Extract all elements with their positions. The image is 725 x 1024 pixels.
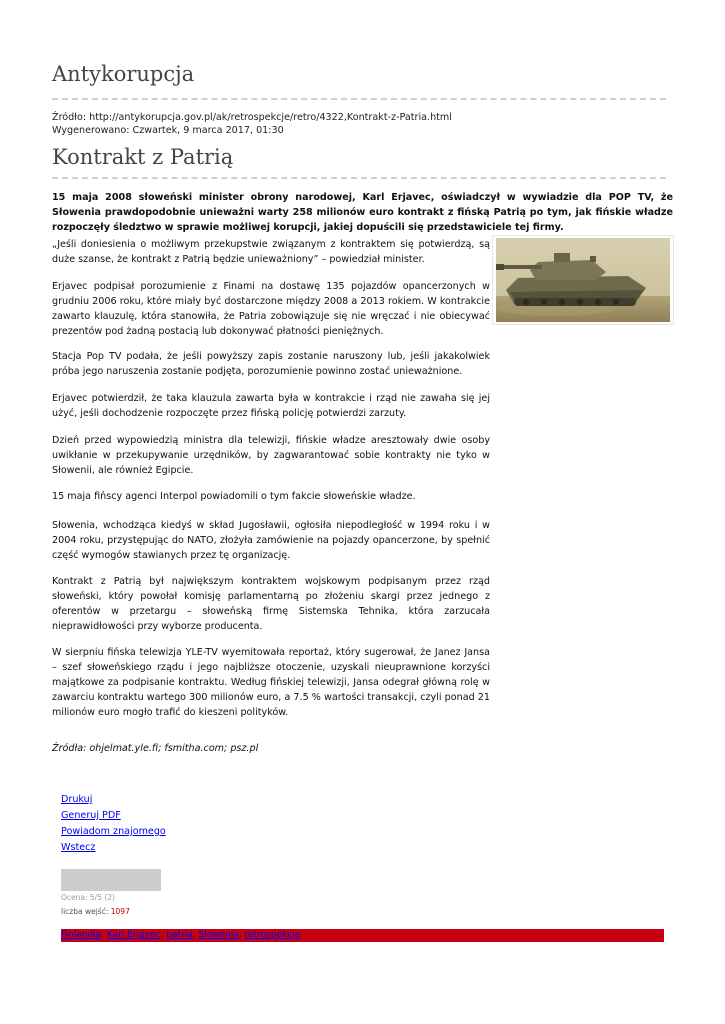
article-lead: 15 maja 2008 słoweński minister obrony narodowej, Karl Erjavec, oświadczył w wywiadzie dla POP TV, że Słowenia prawdopodobnie unieważni warty 258 milionów euro kontrakt z fińską Patrią po tym, jak fińskie władze rozpoczęły śledztwo w sprawie możliwej korupcji, jakiej dopuścili się przedstawiciele tej firmy. (52, 192, 673, 233)
tank-photo (492, 235, 674, 325)
tag-link[interactable]: retrospekcje (244, 930, 301, 940)
article-paragraph: Erjavec potwierdził, że taka klauzula zawarta była w kontrakcie i rząd nie zawaha się jej użyć, jeśli dochodzenie rozpoczęte przez fińską policję potwierdzi zarzuty. (52, 393, 490, 419)
rating-text: Ocena: 5/5 (2) (61, 893, 115, 902)
article-paragraph: Słowenia, wchodząca kiedyś w skład Jugosławii, ogłosiła niepodległość w 1994 roku i w 2004 roku, przystępując do NATO, złożyła zamówienie na pojazdy opancerzone, by spełnić część wymogów stawianych przez tę organizację. (52, 520, 490, 561)
back-link[interactable]: Wstecz (61, 842, 96, 853)
tags-bar (61, 929, 664, 942)
article-paragraph: 15 maja fińscy agenci Interpol powiadomili o tym fakcie słoweńskie władze. (52, 491, 416, 502)
generate-pdf-link[interactable]: Generuj PDF (61, 810, 121, 821)
print-link[interactable]: Drukuj (61, 794, 93, 805)
view-count (61, 907, 130, 916)
tag-separator: , (238, 930, 242, 940)
tag-link[interactable]: Karl Erjavec (106, 930, 161, 940)
site-title: Antykorupcja (52, 62, 195, 86)
article-paragraph: Kontrakt z Patrią był największym kontraktem wojskowym podpisanym przez rząd słoweński, który powołał komisję parlamentarną po złożeniu skargi przez jednego z oferentów w przetargu – słoweńską firmę Sistemska Tehnika, która zarzucała nieprawidłowości przy wyborze producenta. (52, 576, 490, 632)
tag-separator: , (160, 930, 164, 940)
source-line: Źródło: http://antykorupcja.gov.pl/ak/retrospekcje/retro/4322,Kontrakt-z-Patria.html (52, 112, 452, 123)
tank-photo-icon (496, 238, 670, 322)
article-paragraph: „Jeśli doniesienia o możliwym przekupstwie związanym z kontraktem się potwierdzą, są duże szanse, że kontrakt z Patrią będzie unieważniony” – powiedział minister. (52, 239, 490, 265)
article-paragraph: Stacja Pop TV podała, że jeśli powyższy zapis zostanie naruszony lub, jeśli jakakolwiek próba jego naruszenia zostanie podjęta, porozumienie powinno zostać unieważnione. (52, 351, 490, 377)
tag-link[interactable]: Finlandia (61, 930, 102, 940)
title-divider (52, 98, 666, 100)
article-title: Kontrakt z Patrią (52, 145, 234, 169)
tag-separator: , (192, 930, 196, 940)
notify-friend-link[interactable]: Powiadom znajomego (61, 826, 166, 837)
article-paragraph: Erjavec podpisał porozumienie z Finami na dostawę 135 pojazdów opancerzonych w grudniu 2006 roku, które miały być dostarczone między 2008 a 2013 rokiem. W kontrakcie zawarto klauzulę, która stanowiła, że Patria zobowiązuje się nie wręczać i nie obiecywać prezentów pod żadną postacią lub dokonywać płatności pieniężnych. (52, 281, 490, 337)
rating-widget[interactable] (61, 869, 161, 891)
article-paragraph: Dzień przed wypowiedzią ministra dla telewizji, fińskie władze aresztowały dwie osoby uwikłanie w przekupywanie urzędników, by zagwarantować sobie kontrakty nie tyko w Słowenii, ale również Egipcie. (52, 435, 490, 476)
article-title-divider (52, 177, 666, 179)
tag-link[interactable]: Słowenia (198, 930, 239, 940)
action-links (61, 792, 166, 856)
generated-line: Wygenerowano: Czwartek, 9 marca 2017, 01:30 (52, 125, 284, 136)
article-paragraph: W sierpniu fińska telewizja YLE-TV wyemitowała reportaż, który sugerował, że Janez Jansa – szef słoweńskiego rządu i jego najbliższe otoczenie, uzyskali nieuprawnione korzyści majątkowe za podpisanie kontraktu. Według fińskiej telewizji, Jansa odegrał główną rolę w zawarciu kontraktu wartego 300 milionów euro, a 7.5 % wartości transakcji, czyli ponad 21 milionów euro mogło trafić do kieszeni polityków. (52, 647, 490, 718)
tag-link[interactable]: patria (166, 930, 193, 940)
view-count-label: liczba wejść: (61, 907, 109, 916)
article-sources: Źródła: ohjelmat.yle.fi; fsmitha.com; psz.pl (52, 743, 259, 754)
view-count-value: 1097 (110, 907, 130, 916)
tag-separator: , (101, 930, 105, 940)
